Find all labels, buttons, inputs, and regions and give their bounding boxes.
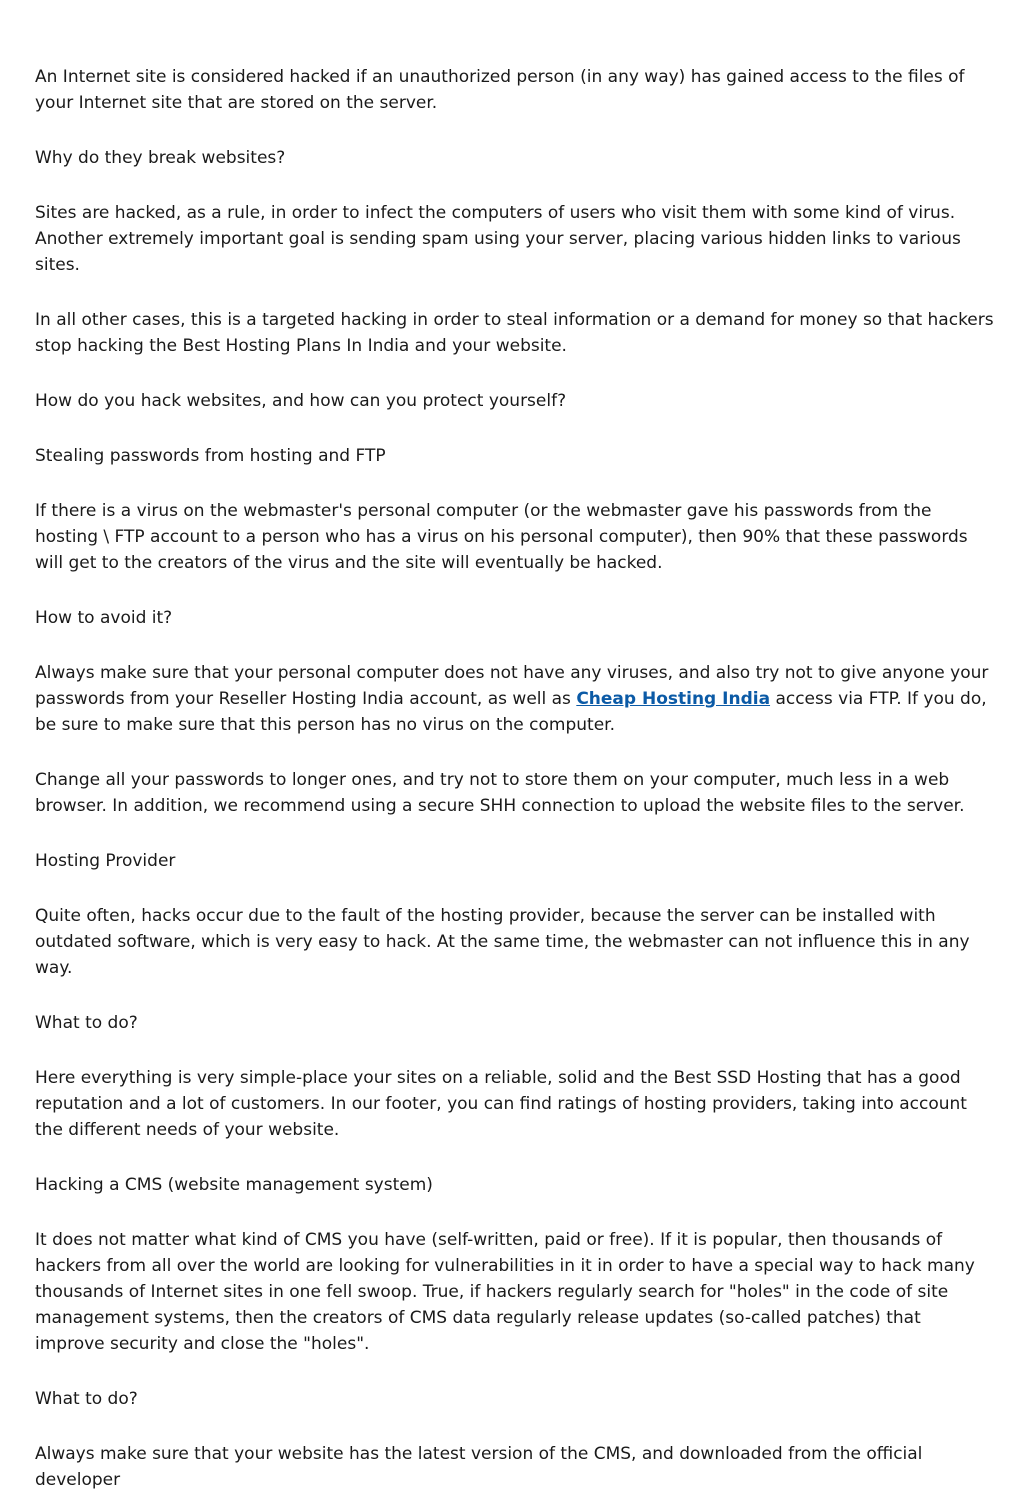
question-how-avoid: How to avoid it?: [35, 608, 173, 628]
section-heading-hosting-provider: Hosting Provider: [35, 851, 176, 871]
ssd-hosting-paragraph: Here everything is very simple-place your sites on a reliable, solid and the Best SSD Hosting that has a good reputation and a lot of customers. In our footer, you can find ratings of hosting providers, taking into account the different needs of your website.: [35, 1068, 967, 1140]
targeted-hacking-paragraph: In all other cases, this is a targeted hacking in order to steal information or a demand for money so that hackers stop hacking the Best Hosting Plans In India and your website.: [35, 310, 994, 356]
avoid-paragraph: [35, 660, 995, 738]
intro-paragraph: An Internet site is considered hacked if an unauthorized person (in any way) has gained access to the files of your Internet site that are stored on the server.: [35, 67, 965, 113]
cms-update-paragraph: Always make sure that your website has the latest version of the CMS, and downloaded from the official developer: [35, 1444, 923, 1490]
section-heading-hacking-cms: Hacking a CMS (website management system): [35, 1175, 433, 1195]
cheap-hosting-india-link[interactable]: Cheap Hosting India: [576, 689, 771, 709]
cms-paragraph: It does not matter what kind of CMS you have (self-written, paid or free). If it is popular, then thousands of hackers from all over the world are looking for vulnerabilities in it in order to have a special way to hack many thousands of Internet sites in one fell swoop. True, if hackers regularly search for "holes" in the code of site management systems, then the creators of CMS data regularly release updates (so-called patches) that improve security and close the "holes".: [35, 1230, 975, 1354]
hosting-provider-paragraph: Quite often, hacks occur due to the fault of the hosting provider, because the server can be installed with outdated software, which is very easy to hack. At the same time, the webmaster can not influence this in any way.: [35, 906, 970, 978]
avoid-text-before-link: Always make sure that your personal computer does not have any viruses, and also try not to give anyone your passwords from your Reseller Hosting India account, as well as: [35, 663, 989, 709]
avoid-text-after-link: access via FTP. If you do, be sure to make sure that this person has no virus on the computer.: [35, 689, 987, 735]
reasons-paragraph: Sites are hacked, as a rule, in order to infect the computers of users who visit them with some kind of virus. Another extremely important goal is sending spam using your server, placing various hidden links to various sites.: [35, 203, 961, 275]
passwords-paragraph: Change all your passwords to longer ones, and try not to store them on your computer, much less in a web browser. In addition, we recommend using a secure SHH connection to upload the website files to the server.: [35, 770, 965, 816]
question-what-to-do-2: What to do?: [35, 1389, 138, 1409]
question-how-hack: How do you hack websites, and how can you protect yourself?: [35, 391, 567, 411]
question-why-break: Why do they break websites?: [35, 148, 286, 168]
question-what-to-do-1: What to do?: [35, 1013, 138, 1033]
document-page: [35, 64, 995, 1493]
virus-paragraph: If there is a virus on the webmaster's personal computer (or the webmaster gave his passwords from the hosting \ FTP account to a person who has a virus on his personal computer), then 90% that these passwords will get to the creators of the virus and the site will eventually be hacked.: [35, 501, 968, 573]
section-heading-stealing-passwords: Stealing passwords from hosting and FTP: [35, 446, 386, 466]
